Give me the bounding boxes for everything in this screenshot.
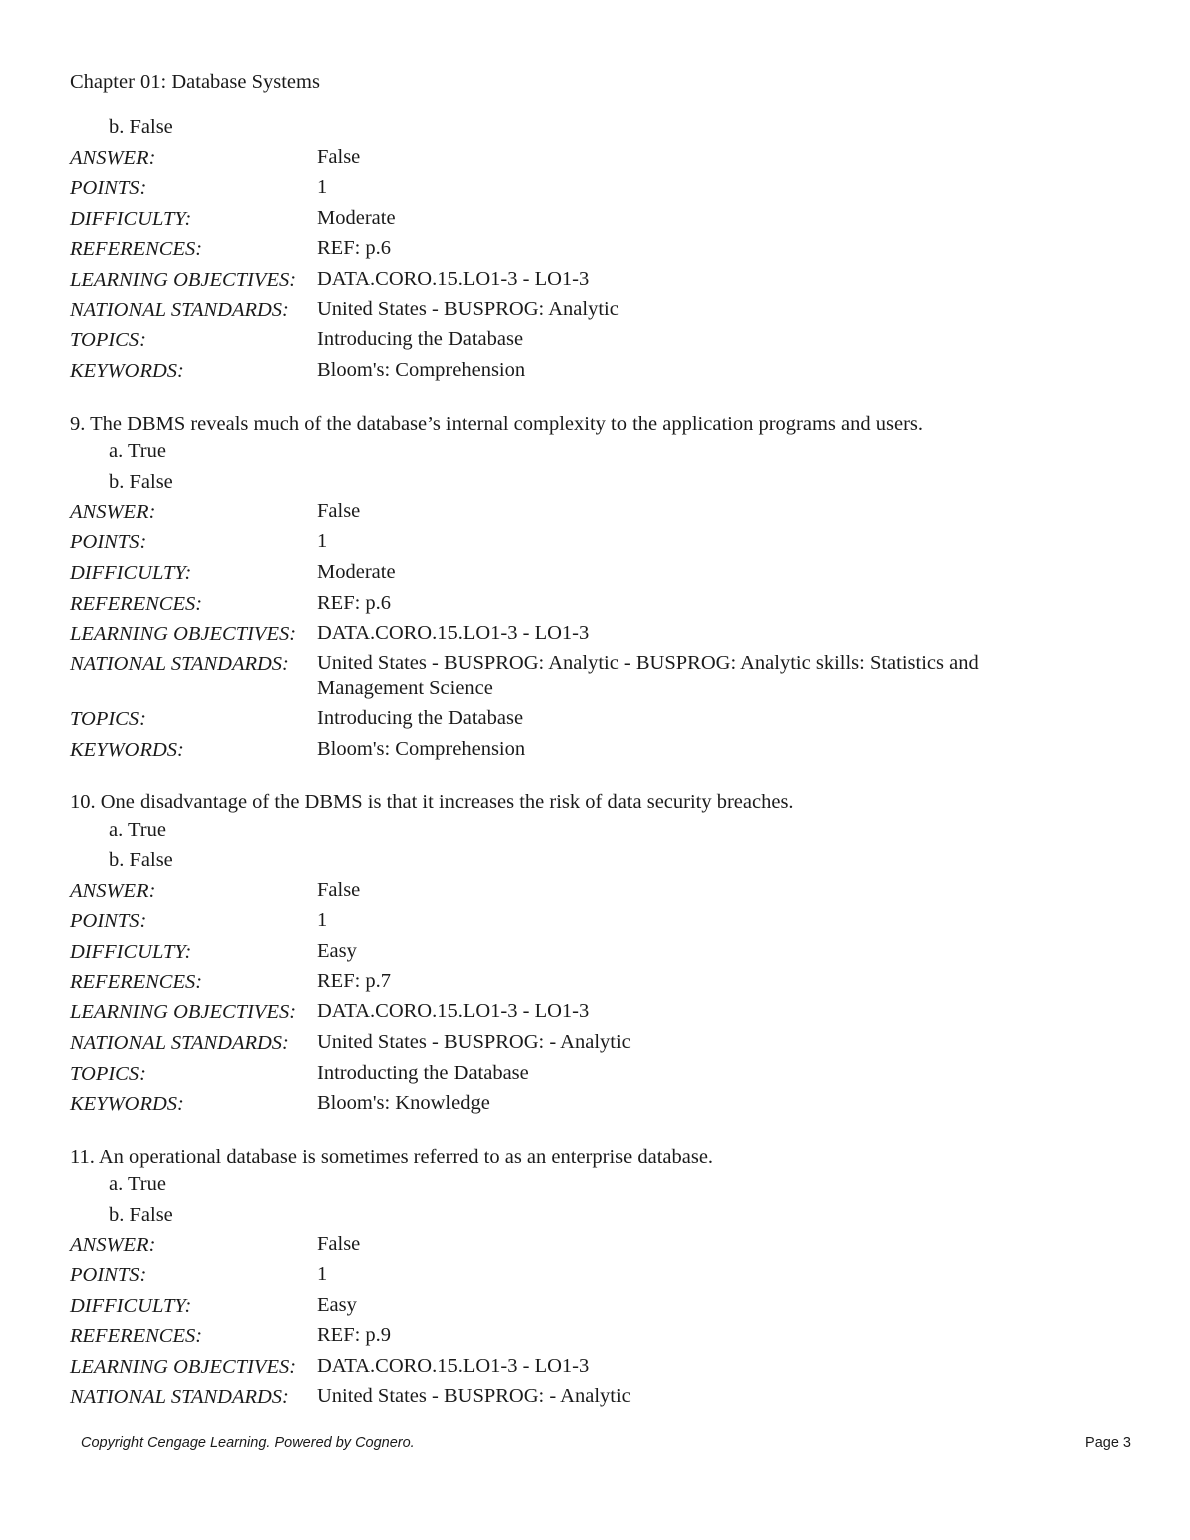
- meta-label-topics: TOPICS:: [70, 708, 146, 730]
- meta-value-learning-objectives: DATA.CORO.15.LO1-3 - LO1-3: [317, 1000, 590, 1022]
- meta-value-answer: False: [317, 500, 361, 522]
- meta-value-learning-objectives: DATA.CORO.15.LO1-3 - LO1-3: [317, 268, 590, 290]
- meta-label-national-standards: NATIONAL STANDARDS:: [70, 1386, 289, 1408]
- meta-value-answer: False: [317, 146, 361, 168]
- meta-value-difficulty: Moderate: [317, 207, 396, 229]
- page-number: Page 3: [1085, 1435, 1131, 1451]
- meta-value-keywords: Bloom's: Comprehension: [317, 738, 526, 760]
- meta-label-learning-objectives: LEARNING OBJECTIVES:: [70, 1001, 297, 1023]
- meta-value-learning-objectives: DATA.CORO.15.LO1-3 - LO1-3: [317, 622, 590, 644]
- meta-label-learning-objectives: LEARNING OBJECTIVES:: [70, 623, 297, 645]
- meta-value-difficulty: Easy: [317, 940, 357, 962]
- meta-value-keywords: Bloom's: Knowledge: [317, 1092, 490, 1114]
- meta-value-answer: False: [317, 879, 361, 901]
- meta-value-points: 1: [317, 176, 328, 198]
- meta-label-references: REFERENCES:: [70, 238, 203, 260]
- option: a. True: [109, 819, 166, 841]
- question-text: 10. One disadvantage of the DBMS is that it increases the risk of data security breaches.: [70, 791, 794, 813]
- meta-value-points: 1: [317, 530, 328, 552]
- meta-label-topics: TOPICS:: [70, 1063, 146, 1085]
- meta-value-keywords: Bloom's: Comprehension: [317, 359, 526, 381]
- meta-value-references: REF: p.7: [317, 970, 392, 992]
- option: b. False: [109, 471, 173, 493]
- option: b. False: [109, 849, 173, 871]
- meta-value-difficulty: Moderate: [317, 561, 396, 583]
- meta-value-national-standards: United States - BUSPROG: Analytic: [317, 298, 619, 320]
- meta-label-difficulty: DIFFICULTY:: [70, 941, 192, 963]
- page-header: Chapter 01: Database Systems: [70, 71, 320, 93]
- meta-label-answer: ANSWER:: [70, 501, 156, 523]
- meta-label-points: POINTS:: [70, 177, 147, 199]
- meta-label-references: REFERENCES:: [70, 1325, 203, 1347]
- option: b. False: [109, 1204, 173, 1226]
- meta-value-points: 1: [317, 909, 328, 931]
- meta-label-points: POINTS:: [70, 1264, 147, 1286]
- meta-label-references: REFERENCES:: [70, 971, 203, 993]
- meta-value-references: REF: p.6: [317, 237, 392, 259]
- meta-value-national-standards: United States - BUSPROG: Analytic - BUSPROG: Analytic skills: Statistics and Management Science: [317, 652, 979, 699]
- meta-value-references: REF: p.9: [317, 1324, 392, 1346]
- meta-value-topics: Introducting the Database: [317, 1062, 529, 1084]
- meta-label-references: REFERENCES:: [70, 593, 203, 615]
- meta-label-keywords: KEYWORDS:: [70, 360, 184, 382]
- meta-label-points: POINTS:: [70, 910, 147, 932]
- meta-label-learning-objectives: LEARNING OBJECTIVES:: [70, 1356, 297, 1378]
- meta-label-keywords: KEYWORDS:: [70, 739, 184, 761]
- option: a. True: [109, 440, 166, 462]
- meta-label-national-standards: NATIONAL STANDARDS:: [70, 1032, 289, 1054]
- option: b. False: [109, 116, 173, 138]
- meta-value-references: REF: p.6: [317, 592, 392, 614]
- meta-label-topics: TOPICS:: [70, 329, 146, 351]
- meta-value-topics: Introducing the Database: [317, 707, 524, 729]
- meta-label-answer: ANSWER:: [70, 147, 156, 169]
- meta-value-national-standards: United States - BUSPROG: - Analytic: [317, 1031, 631, 1053]
- meta-label-national-standards: NATIONAL STANDARDS:: [70, 299, 289, 321]
- meta-label-keywords: KEYWORDS:: [70, 1093, 184, 1115]
- meta-value-difficulty: Easy: [317, 1294, 357, 1316]
- meta-value-topics: Introducing the Database: [317, 328, 524, 350]
- meta-label-difficulty: DIFFICULTY:: [70, 208, 192, 230]
- meta-value-answer: False: [317, 1233, 361, 1255]
- meta-value-points: 1: [317, 1263, 328, 1285]
- meta-value-learning-objectives: DATA.CORO.15.LO1-3 - LO1-3: [317, 1355, 590, 1377]
- meta-label-difficulty: DIFFICULTY:: [70, 1295, 192, 1317]
- meta-label-national-standards: NATIONAL STANDARDS:: [70, 653, 289, 675]
- meta-label-learning-objectives: LEARNING OBJECTIVES:: [70, 269, 297, 291]
- option: a. True: [109, 1173, 166, 1195]
- meta-value-national-standards: United States - BUSPROG: - Analytic: [317, 1385, 631, 1407]
- meta-label-difficulty: DIFFICULTY:: [70, 562, 192, 584]
- meta-label-points: POINTS:: [70, 531, 147, 553]
- meta-label-answer: ANSWER:: [70, 1234, 156, 1256]
- meta-label-answer: ANSWER:: [70, 880, 156, 902]
- question-text: 11. An operational database is sometimes referred to as an enterprise database.: [70, 1146, 714, 1168]
- question-text: 9. The DBMS reveals much of the database’s internal complexity to the application programs and users.: [70, 413, 924, 435]
- footer-copyright: Copyright Cengage Learning. Powered by Cognero.: [81, 1435, 415, 1451]
